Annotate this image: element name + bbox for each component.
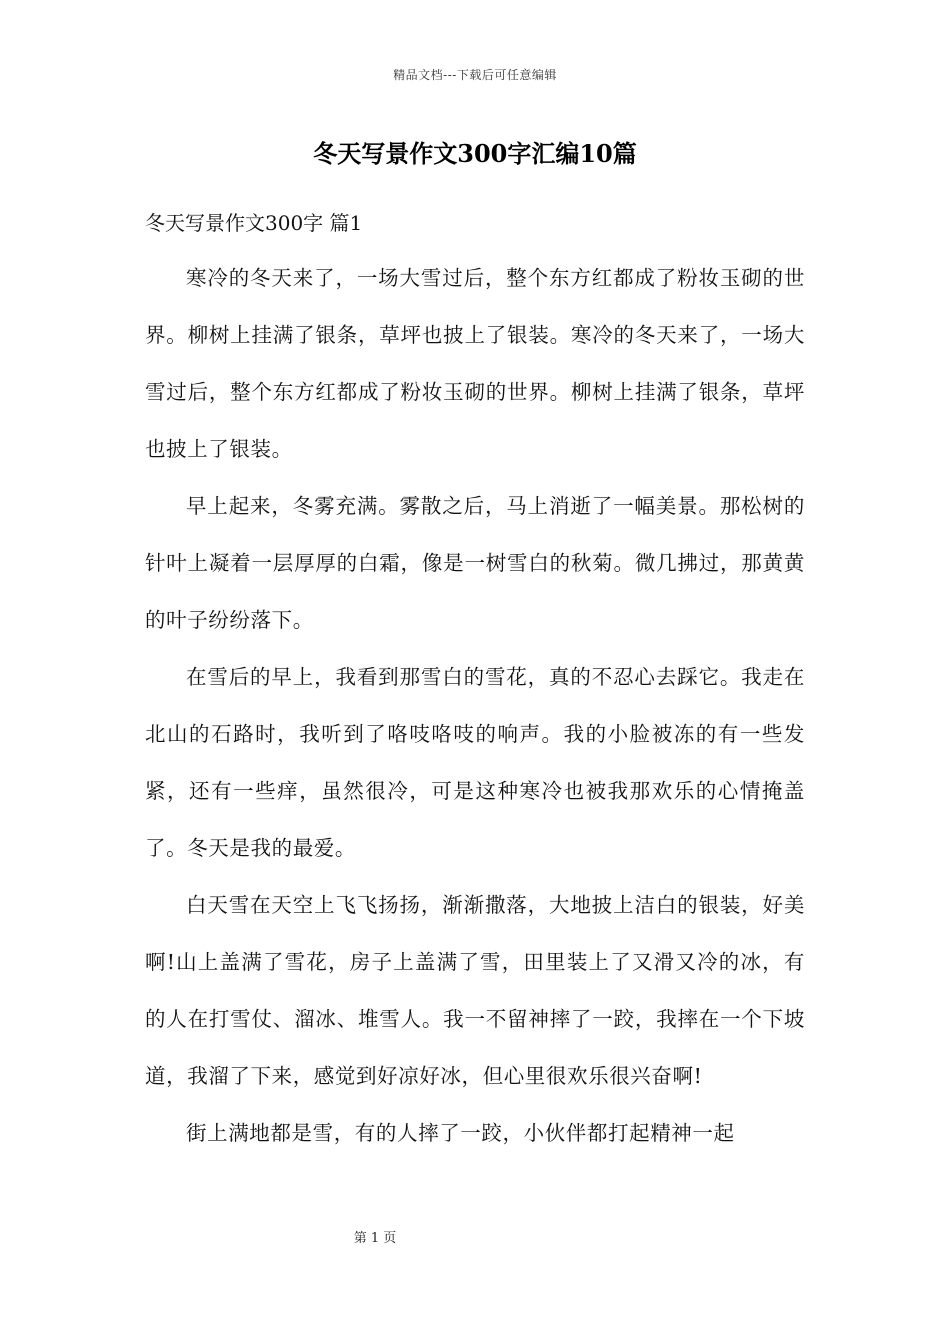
document-title: 冬天写景作文300字汇编10篇 <box>313 139 637 168</box>
paragraph: 街上满地都是雪，有的人摔了一跤，小伙伴都打起精神一起 <box>186 1121 735 1145</box>
body-text <box>145 250 805 1162</box>
paragraph: 白天雪在天空上飞飞扬扬，渐渐撒落，大地披上洁白的银装，好美啊!山上盖满了雪花，房子上盖满了雪，田里装上了又滑又冷的冰，有的人在打雪仗、溜冰、堆雪人。我一不留神摔了一跤，我摔在一个下坡道，我溜了下来，感觉到好凉好冰，但心里很欢乐很兴奋啊! <box>145 893 805 1088</box>
page-header: 精品文档---下载后可任意编辑 <box>393 68 557 82</box>
paragraph: 早上起来，冬雾充满。雾散之后，马上消逝了一幅美景。那松树的针叶上凝着一层厚厚的白霜，像是一树雪白的秋菊。微几拂过，那黄黄的叶子纷纷落下。 <box>145 494 805 632</box>
section-heading: 冬天写景作文300字 篇1 <box>145 211 363 235</box>
paragraph: 在雪后的早上，我看到那雪白的雪花，真的不忍心去踩它。我走在北山的石路时，我听到了咯吱咯吱的响声。我的小脸被冻的有一些发紧，还有一些痒，虽然很冷，可是这种寒冷也被我那欢乐的心情掩盖了。冬天是我的最爱。 <box>145 665 805 860</box>
page-number: 第 1 页 <box>353 1231 397 1246</box>
paragraph: 寒冷的冬天来了，一场大雪过后，整个东方红都成了粉妆玉砌的世界。柳树上挂满了银条，草坪也披上了银装。寒冷的冬天来了，一场大雪过后，整个东方红都成了粉妆玉砌的世界。柳树上挂满了银条，草坪也披上了银装。 <box>145 266 805 461</box>
